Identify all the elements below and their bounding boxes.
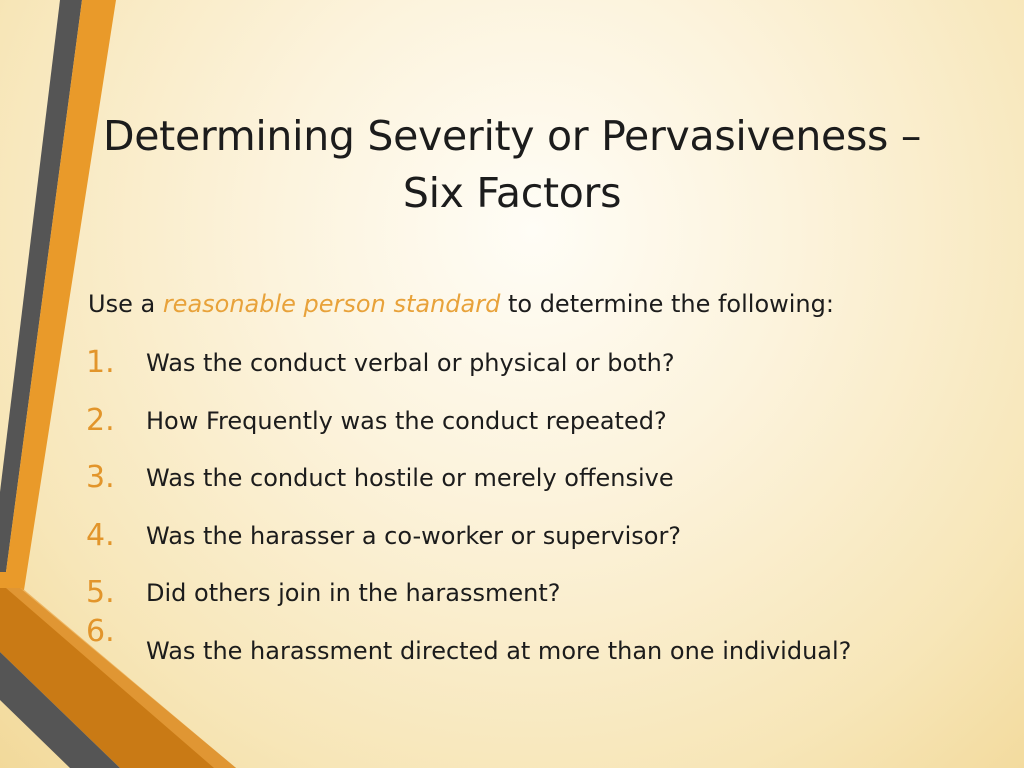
list-number: 3. (86, 460, 115, 496)
list-text: Was the harasser a co-worker or supervisor? (146, 521, 682, 550)
list-number: 1. (86, 345, 115, 380)
list-text: Was the harassment directed at more than one individual? (146, 636, 852, 665)
list-text: Did others join in the harassment? (146, 579, 561, 608)
intro-text (88, 290, 834, 318)
slide-title (60, 108, 964, 222)
list-text: Was the conduct verbal or physical or both? (146, 349, 675, 377)
list-number: 2. (86, 402, 115, 438)
intro-after: to determine the following: (507, 290, 834, 318)
list-number: 4. (86, 517, 115, 553)
list-text: How Frequently was the conduct repeated? (146, 406, 667, 435)
title-line-2: Six Factors (402, 169, 622, 217)
intro-emphasis: reasonable person standard (162, 290, 501, 318)
intro-before: Use a (88, 290, 156, 318)
list-number: 6. (86, 613, 115, 649)
list-text: Was the conduct hostile or merely offensive (146, 464, 674, 493)
title-line-1: Determining Severity or Pervasiveness – (102, 112, 922, 160)
list-number: 5. (86, 575, 115, 611)
